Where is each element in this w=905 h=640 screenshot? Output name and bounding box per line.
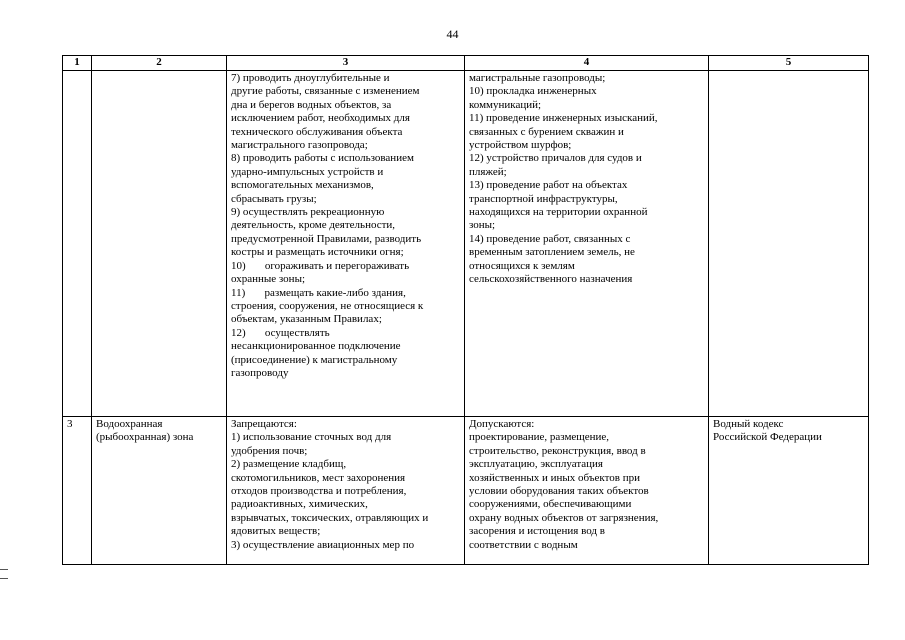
header-col-4: 4 <box>465 56 709 71</box>
restrictions-cell <box>227 71 465 417</box>
text-line: 1) использование сточных вод для <box>231 431 392 444</box>
margin-mark <box>0 578 8 579</box>
text-line: транспортной инфраструктуры, <box>469 192 618 205</box>
header-col-2: 2 <box>92 56 227 71</box>
text-line: 11) проведение инженерных изысканий, <box>469 112 658 125</box>
margin-mark <box>0 569 8 570</box>
legal-basis-cell <box>709 417 869 565</box>
text-line: скотомогильников, мест захоронения <box>231 471 406 484</box>
text-line: устройством шурфов; <box>469 139 572 152</box>
text-line: связанных с бурением скважин и <box>469 125 624 138</box>
text-line: другие работы, связанные с изменением <box>231 85 420 98</box>
text-line: засорения и истощения вод в <box>469 525 605 538</box>
text-line: пляжей; <box>469 165 507 178</box>
text-line: соответствии с водным <box>469 538 578 551</box>
text-line: сельскохозяйственного назначения <box>469 273 633 286</box>
text-line: радиоактивных, химических, <box>231 498 368 511</box>
legal-basis-cell <box>709 71 869 417</box>
zone-name-cell <box>92 417 227 565</box>
text-line: 9) осуществлять рекреационную <box>231 206 385 219</box>
text-line: ударно-импульсных устройств и <box>231 165 384 178</box>
text-line: условии оборудования таких объектов <box>469 485 649 498</box>
zone-name-cell <box>92 71 227 417</box>
text-line: исключением работ, необходимых для <box>231 112 410 125</box>
text-line: зоны; <box>469 219 496 232</box>
regulation-table <box>62 55 869 565</box>
text-line: строения, сооружения, не относящиеся к <box>231 299 424 312</box>
text-line: коммуникаций; <box>469 98 542 111</box>
text-line: охранные зоны; <box>231 273 306 286</box>
text-line: 3) осуществление авиационных мер по <box>231 538 415 551</box>
text-line: Запрещаются: <box>231 418 297 430</box>
text-line: несанкционированное подключение <box>231 340 401 353</box>
text-line: хозяйственных и иных объектов при <box>469 471 641 484</box>
text-line: ядовитых веществ; <box>231 525 321 538</box>
header-col-3: 3 <box>227 56 465 71</box>
text-line: взрывчатых, токсических, отравляющих и <box>231 511 429 524</box>
text-line: охрану водных объектов от загрязнения, <box>469 511 659 524</box>
text-line: проектирование, размещение, <box>469 431 610 444</box>
header-row <box>63 56 869 71</box>
restrictions-cell <box>227 417 465 565</box>
text-line: строительство, реконструкция, ввод в <box>469 444 646 457</box>
text-line: (присоединение) к магистральному <box>231 353 398 366</box>
text-line: 8) проводить работы с использованием <box>231 152 414 165</box>
text-line: магистральные газопроводы; <box>469 72 606 84</box>
text-line: 12) устройство причалов для судов и <box>469 152 642 165</box>
text-line: сбрасывать грузы; <box>231 192 317 205</box>
text-line: дна и берегов водных объектов, за <box>231 98 392 111</box>
text-line: костры и размещать источники огня; <box>231 246 404 259</box>
row-number-cell: 3 <box>63 417 92 565</box>
text-line: отходов производства и потребления, <box>231 485 407 498</box>
text-line: 10) огораживать и перегораживать <box>231 259 410 272</box>
text-line: 7) проводить дноуглубительные и <box>231 72 390 84</box>
text-line: деятельность, кроме деятельности, <box>231 219 396 232</box>
text-line: сооружениями, обеспечивающими <box>469 498 632 511</box>
text-line: Водный кодекс <box>713 418 784 430</box>
text-line: 11) размещать какие-либо здания, <box>231 286 406 299</box>
text-line: объектам, указанным Правилах; <box>231 313 382 326</box>
text-line: относящихся к землям <box>469 259 575 272</box>
text-line: эксплуатацию, эксплуатация <box>469 458 603 471</box>
text-line: Допускаются: <box>469 418 535 430</box>
text-line: 12) осуществлять <box>231 326 330 339</box>
header-col-1: 1 <box>63 56 92 71</box>
table-row <box>63 417 869 565</box>
text-line: технического обслуживания объекта <box>231 125 403 138</box>
text-line: временным затоплением земель, не <box>469 246 635 259</box>
text-line: Российской Федерации <box>713 431 822 444</box>
page-number: 44 <box>446 27 459 41</box>
text-line: находящихся на территории охранной <box>469 206 648 219</box>
text-line: предусмотренной Правилами, разводить <box>231 232 422 245</box>
text-line: 2) размещение кладбищ, <box>231 458 347 471</box>
table-row <box>63 71 869 417</box>
text-line: удобрения почв; <box>231 444 308 457</box>
permissions-cell <box>465 71 709 417</box>
text-line: вспомогательных механизмов, <box>231 179 374 192</box>
text-line: (рыбоохранная) зона <box>96 431 194 444</box>
text-line: Водоохранная <box>96 418 163 430</box>
permissions-cell <box>465 417 709 565</box>
text-line: 14) проведение работ, связанных с <box>469 232 631 245</box>
text-line: газопроводу <box>231 366 289 379</box>
text-line: 13) проведение работ на объектах <box>469 179 628 192</box>
text-line: магистрального газопровода; <box>231 139 368 152</box>
row-number-cell <box>63 71 92 417</box>
text-line: 10) прокладка инженерных <box>469 85 597 98</box>
header-col-5: 5 <box>709 56 869 71</box>
